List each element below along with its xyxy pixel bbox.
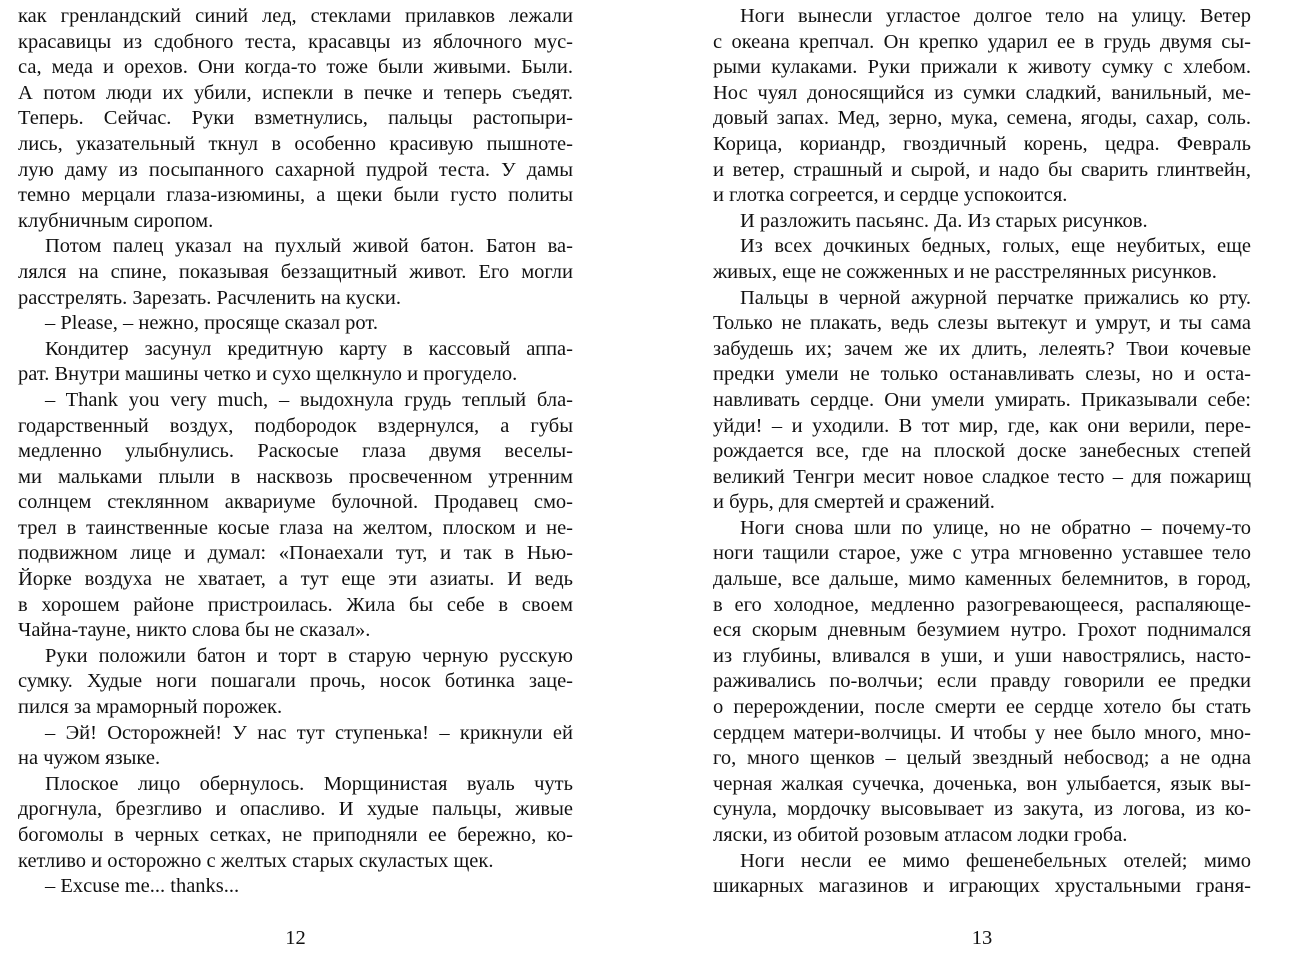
paragraph xyxy=(18,337,573,388)
text-line: и глотка согреется, и сердце успокоится. xyxy=(713,184,1068,207)
paragraph xyxy=(713,234,1251,285)
text-line: с океана крепчал. Он крепко ударил ее в грудь двумя сы- xyxy=(713,30,1251,53)
paragraph xyxy=(713,516,1251,849)
text-line: го, много щенков – целый звездный небосвод; а не одна xyxy=(713,747,1251,770)
text-line: пился за мраморный порожек. xyxy=(18,696,283,719)
text-line: богомолы в черных сетках, не приподняли ее бережно, ко- xyxy=(18,824,573,846)
paragraph xyxy=(713,209,1251,235)
text-line: годарственный воздух, подбородок вздернулся, а губы xyxy=(18,414,573,437)
text-line: Нос чуял доносящийся из сумки сладкий, ванильный, ме- xyxy=(713,81,1251,104)
left-page xyxy=(18,4,573,954)
paragraph xyxy=(18,644,573,721)
text-line: и ветер, страшный и сырой, и надо бы сварить глинтвейн, xyxy=(713,158,1251,181)
text-line: рыми кулаками. Руки прижали к животу сумку с хлебом. xyxy=(713,56,1251,79)
paragraph xyxy=(18,234,573,311)
text-line: – Эй! Осторожней! У нас тут ступенька! – крикнули ей xyxy=(45,721,573,744)
text-line: ми мальками плыли в насквозь просвеченном утренним xyxy=(18,465,573,488)
text-line: Ноги несли ее мимо фешенебельных отелей; мимо xyxy=(740,849,1251,872)
text-line: солнцем стеклянном аквариуме булочной. Продавец смо- xyxy=(18,491,573,514)
text-line: Руки положили батон и торт в старую черную русскую xyxy=(45,644,573,667)
text-line: Только не плакать, ведь слезы вытекут и умрут, и ты сама xyxy=(713,312,1251,335)
page-number-left: 12 xyxy=(285,927,306,949)
text-line: довый запах. Мед, зерно, мука, семена, ягоды, сахар, соль. xyxy=(713,107,1251,130)
text-line: Ноги вынесли угластое долгое тело на улицу. Ветер xyxy=(740,5,1251,27)
text-line: из глубины, вливался в уши, и уши навострялись, насто- xyxy=(713,644,1251,667)
text-line: шикарных магазинов и играющих хрустальными граня- xyxy=(713,875,1251,898)
text-line: лялся на спине, показывая беззащитный живот. Его могли xyxy=(18,260,573,283)
text-line: темно мерцали глаза-изюмины, а щеки были густо политы xyxy=(18,184,573,207)
text-line: великий Тенгри месит новое сладкое тесто – для пожарищ xyxy=(713,465,1251,488)
text-line: И разложить пасьянс. Да. Из старых рисунков. xyxy=(740,209,1148,232)
text-line: уйди! – и уходили. В тот мир, где, как они верили, пере- xyxy=(713,414,1251,437)
text-line: Кондитер засунул кредитную карту в кассовый аппа- xyxy=(45,337,573,360)
paragraph xyxy=(713,4,1251,209)
paragraph xyxy=(18,4,573,234)
text-line: в его холодное, медленно разогревающееся, распаляюще- xyxy=(713,593,1251,616)
text-line: Чайна-тауне, никто слова бы не сказал». xyxy=(18,619,371,642)
text-line: рат. Внутри машины четко и сухо щелкнуло и прогудело. xyxy=(18,363,518,386)
left-page-text xyxy=(18,4,573,900)
text-line: трел в таинственные косые глаза на желтом, плоском и не- xyxy=(18,516,573,539)
text-line: о перерождении, после смерти ее сердце хотело бы стать xyxy=(713,696,1251,719)
paragraph xyxy=(18,721,573,772)
text-line: лую даму из посыпанного сахарной пудрой теста. У дамы xyxy=(18,158,573,181)
text-line: черная жалкая сучечка, доченька, вон улыбается, язык вы- xyxy=(713,772,1251,795)
paragraph xyxy=(18,772,573,874)
text-line: Йорке воздуха не хватает, а тут еще эти азиаты. И ведь xyxy=(18,568,573,591)
text-line: рождается все, где на плоской доске занебесных степей xyxy=(713,440,1251,463)
text-line: расстрелять. Зарезать. Расчленить на куски. xyxy=(18,286,401,309)
right-page xyxy=(713,4,1251,954)
paragraph xyxy=(18,388,573,644)
text-line: кетливо и осторожно с желтых старых скуластых щек. xyxy=(18,849,494,872)
text-line: красавицы из сдобного теста, красавцы из яблочного мус- xyxy=(18,30,573,53)
text-line: сунула, мордочку высовывает из закута, из логова, из ко- xyxy=(713,798,1251,821)
text-line: дрогнула, брезгливо и опасливо. И худые пальцы, живые xyxy=(18,798,573,821)
text-line: еся скорым дневным безумием нутро. Грохот поднимался xyxy=(713,619,1251,642)
text-line: медленно улыбнулись. Раскосые глаза двумя веселы- xyxy=(18,440,573,463)
text-line: живых, еще не сожженных и не расстрелянных рисунков. xyxy=(713,260,1217,283)
text-line: ноги тащили старое, уже с утра мгновенно уставшее тело xyxy=(713,542,1251,565)
paragraph xyxy=(713,286,1251,516)
text-line: и бурь, для смертей и сражений. xyxy=(713,491,995,514)
text-line: Плоское лицо обернулось. Морщинистая вуаль чуть xyxy=(45,772,573,795)
text-line: А потом люди их убили, испекли в печке и теперь съедят. xyxy=(18,81,573,104)
text-line: забудешь их; зачем же их длить, лелеять? Твои кочевые xyxy=(713,337,1251,360)
text-line: Потом палец указал на пухлый живой батон. Батон ва- xyxy=(45,235,573,258)
text-line: са, меда и орехов. Они когда-то тоже были живыми. Были. xyxy=(18,56,573,79)
text-line: Пальцы в черной ажурной перчатке прижались ко рту. xyxy=(740,286,1251,309)
text-line: раживались по-волчьи; если правду говорили ее предки xyxy=(713,670,1251,693)
text-line: на чужом языке. xyxy=(18,747,161,770)
text-line: как гренландский синий лед, стеклами прилавков лежали xyxy=(18,5,573,27)
text-line: – Excuse me... thanks... xyxy=(45,875,240,898)
text-line: лись, указательный ткнул в особенно красивую пышноте- xyxy=(18,132,573,155)
text-line: дальше, все дальше, мимо каменных белемнитов, в город, xyxy=(713,568,1251,591)
text-line: Корица, кориандр, гвоздичный корень, цедра. Февраль xyxy=(713,132,1251,155)
page-number-right: 13 xyxy=(971,927,993,949)
text-line: ляски, из обитой розовым атласом лодки гроба. xyxy=(713,824,1128,846)
text-line: навливать сердце. Они умели умирать. Приказывали себе: xyxy=(713,388,1251,411)
text-line: сумку. Худые ноги пошагали прочь, носок ботинка заце- xyxy=(18,670,573,693)
paragraph xyxy=(713,849,1251,900)
text-line: подвижном лице и думал: «Понаехали тут, и так в Нью- xyxy=(18,542,573,565)
text-line: предки умели не только останавливать слезы, но и оста- xyxy=(713,363,1251,386)
text-line: Теперь. Сейчас. Руки взметнулись, пальцы растопыри- xyxy=(18,107,573,130)
paragraph xyxy=(18,874,573,900)
text-line: – Thank you very much, – выдохнула грудь теплый бла- xyxy=(45,388,573,411)
text-line: Ноги снова шли по улице, но не обратно – почему-то xyxy=(740,516,1251,539)
right-page-text xyxy=(713,4,1251,900)
text-line: клубничным сиропом. xyxy=(18,209,214,232)
text-line: в хорошем районе пристроилась. Жила бы себе в своем xyxy=(18,593,573,616)
text-line: – Please, – нежно, просяще сказал рот. xyxy=(45,312,378,335)
text-line: сердцем матери-волчицы. И чтобы у нее было много, мно- xyxy=(713,721,1251,744)
text-line: Из всех дочкиных бедных, голых, еще неубитых, еще xyxy=(740,235,1251,258)
paragraph xyxy=(18,311,573,337)
